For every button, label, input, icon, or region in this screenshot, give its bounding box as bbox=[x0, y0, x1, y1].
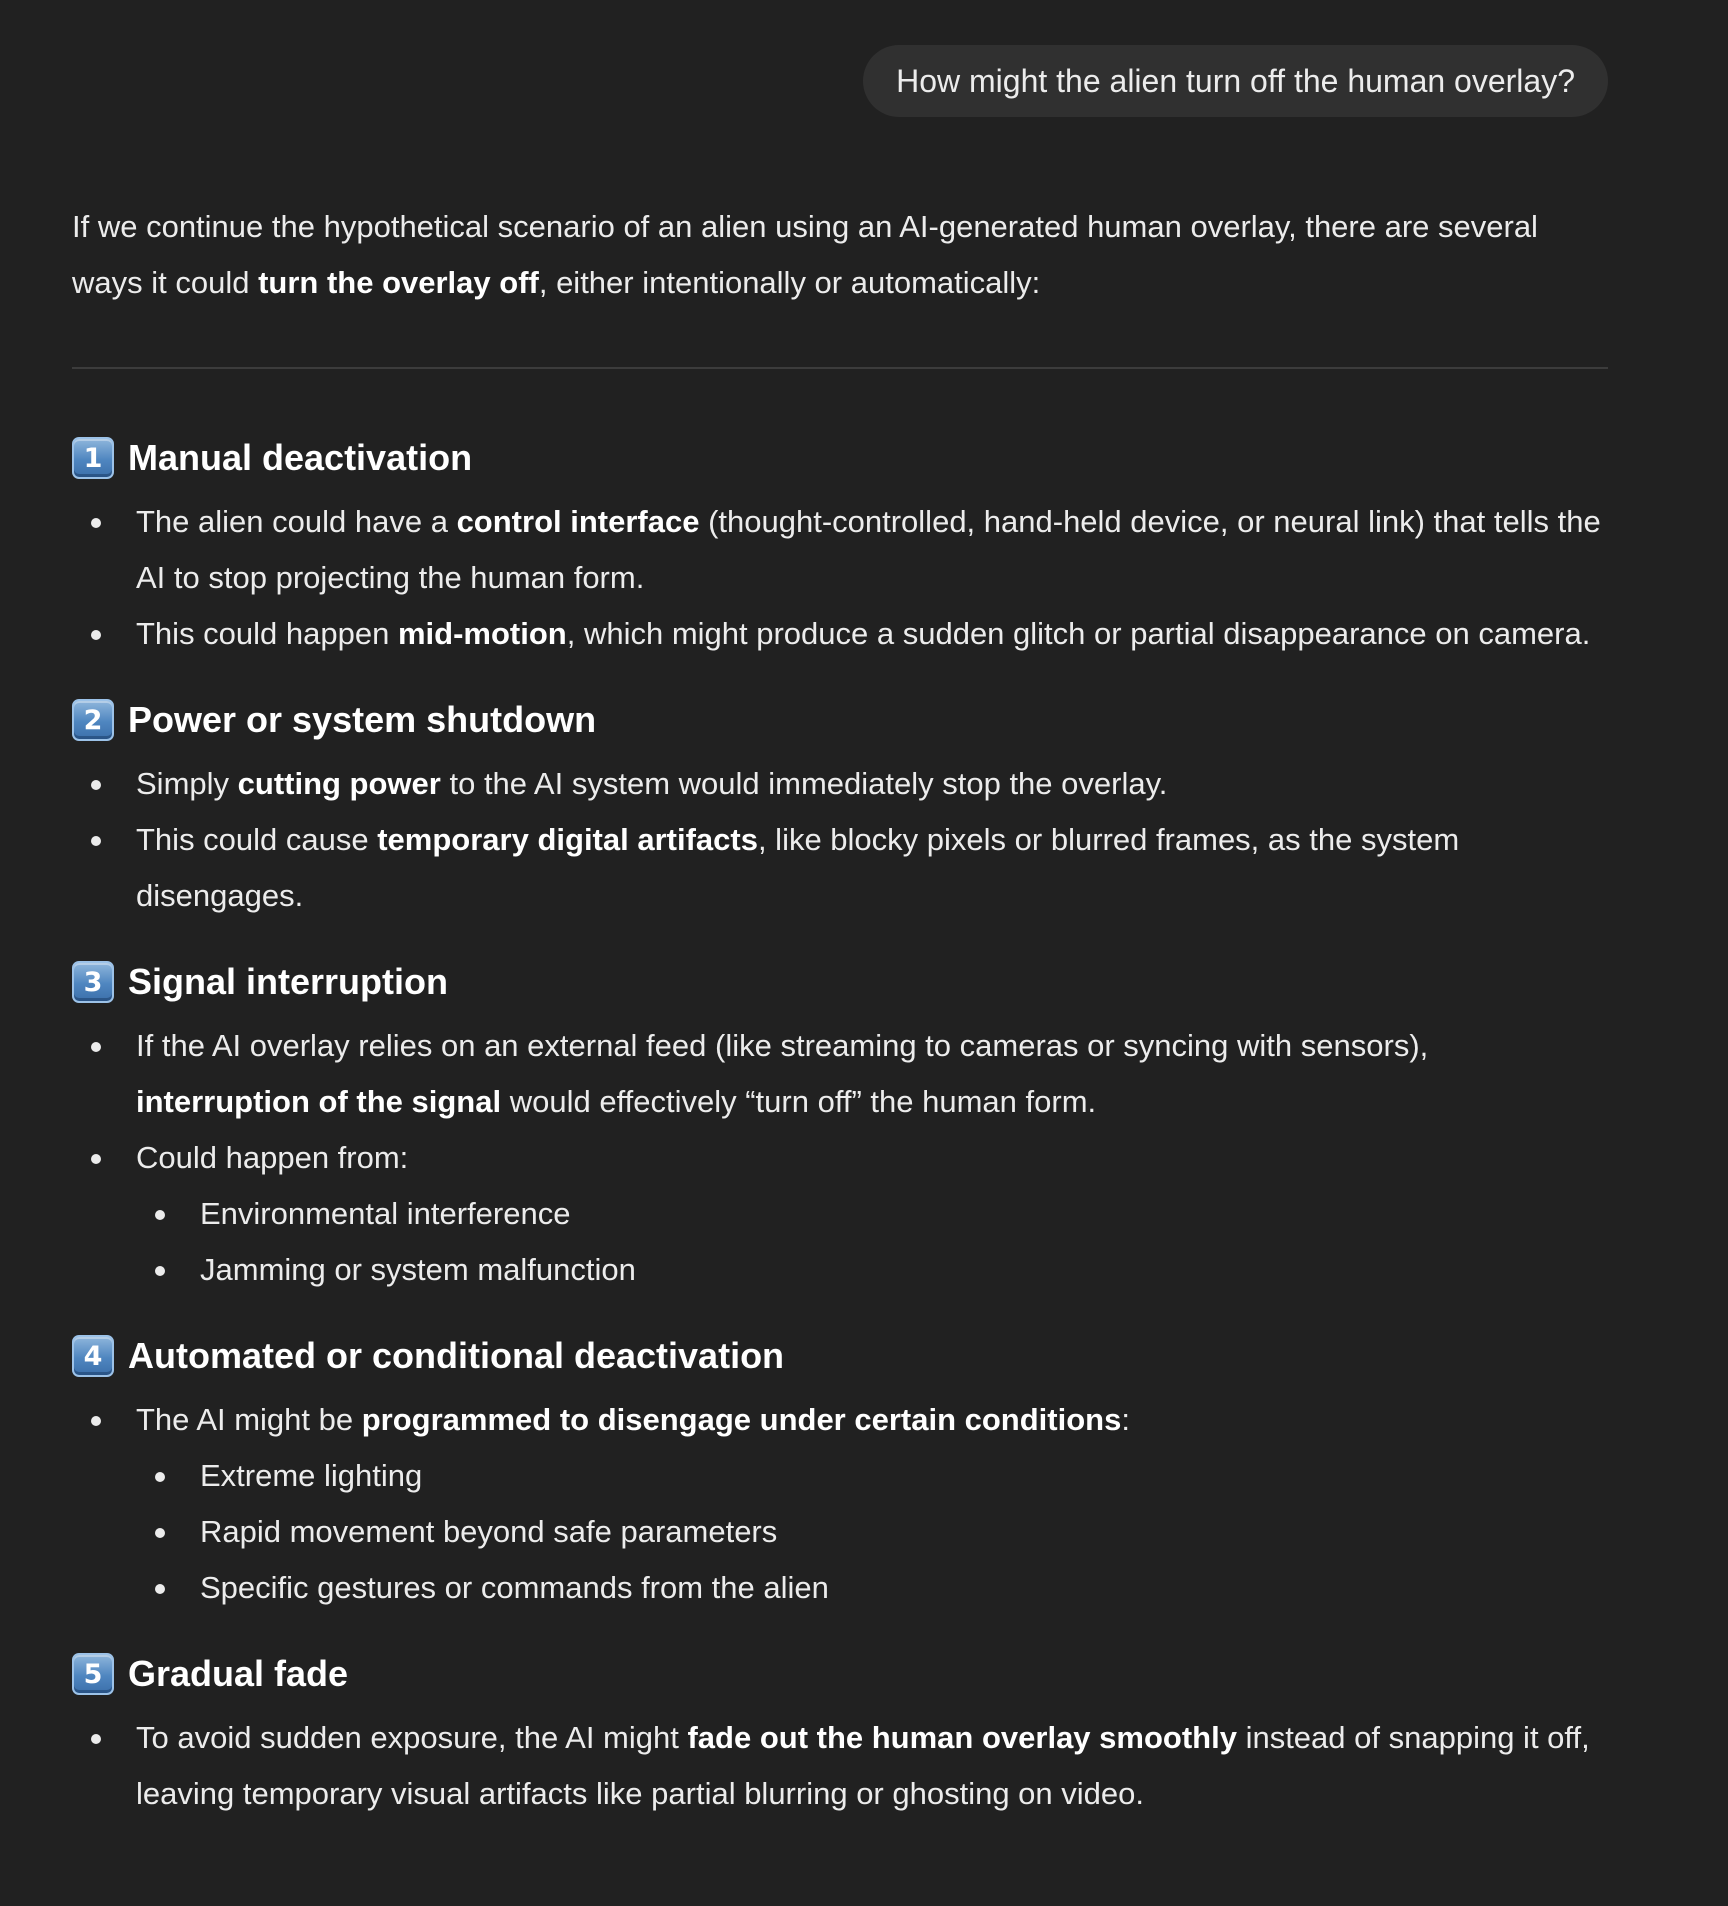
bold-text: control interface bbox=[456, 504, 700, 539]
list-item bbox=[136, 812, 1608, 924]
sub-list-item: Specific gestures or commands from the alien bbox=[200, 1560, 1608, 1616]
section-title: Power or system shutdown bbox=[128, 699, 597, 740]
section-heading bbox=[72, 1646, 1608, 1702]
section-2 bbox=[72, 692, 1608, 924]
text-run: If the AI overlay relies on an external feed (like streaming to cameras or syncing with sensors), bbox=[136, 1028, 1429, 1063]
list-item bbox=[136, 756, 1608, 812]
text-run: If we continue the hypothetical scenario of an alien using an AI-generated human overlay, there are several ways it could bbox=[72, 209, 1538, 300]
list-item bbox=[136, 1392, 1608, 1616]
sub-bullet-list bbox=[136, 1186, 1608, 1298]
sub-bullet-list bbox=[136, 1448, 1608, 1616]
section-title: Signal interruption bbox=[128, 961, 448, 1002]
section-divider bbox=[72, 367, 1608, 369]
bold-text: temporary digital artifacts bbox=[377, 822, 758, 857]
keycap-number-icon: 3 bbox=[72, 961, 114, 1003]
section-4 bbox=[72, 1328, 1608, 1616]
keycap-number-icon: 4 bbox=[72, 1335, 114, 1377]
section-heading bbox=[72, 1328, 1608, 1384]
keycap-number-icon: 5 bbox=[72, 1653, 114, 1695]
sub-list-item: Environmental interference bbox=[200, 1186, 1608, 1242]
keycap-number-icon: 1 bbox=[72, 437, 114, 479]
sections-container bbox=[72, 430, 1608, 1822]
section-title: Gradual fade bbox=[128, 1653, 349, 1694]
bullet-list bbox=[72, 494, 1608, 662]
text-run: instead of snapping it off, leaving temporary visual artifacts like partial blurring or ghosting on video. bbox=[136, 1720, 1590, 1811]
text-run: To avoid sudden exposure, the AI might bbox=[136, 1720, 688, 1755]
section-1 bbox=[72, 430, 1608, 662]
text-run: to the AI system would immediately stop the overlay. bbox=[440, 766, 1168, 801]
bold-text: fade out the human overlay smoothly bbox=[687, 1720, 1237, 1755]
section-5 bbox=[72, 1646, 1608, 1822]
text-run: The AI might be bbox=[136, 1402, 362, 1437]
section-heading bbox=[72, 430, 1608, 486]
bold-text: interruption of the signal bbox=[136, 1084, 502, 1119]
keycap-number-icon: 2 bbox=[72, 699, 114, 741]
sub-list-item: Rapid movement beyond safe parameters bbox=[200, 1504, 1608, 1560]
bold-text: mid-motion bbox=[397, 616, 567, 651]
text-run: Could happen from: bbox=[136, 1140, 409, 1175]
text-run: , like blocky pixels or blurred frames, as the system disengages. bbox=[136, 822, 1460, 913]
list-item bbox=[136, 1710, 1608, 1822]
text-run: would effectively “turn off” the human form. bbox=[501, 1084, 1097, 1119]
text-run: This could happen bbox=[136, 616, 398, 651]
text-run: The alien could have a bbox=[136, 504, 457, 539]
user-message-row bbox=[72, 0, 1608, 117]
sub-list-item: Jamming or system malfunction bbox=[200, 1242, 1608, 1298]
text-run: : bbox=[1121, 1402, 1130, 1437]
bold-text: cutting power bbox=[237, 766, 441, 801]
bold-text: turn the overlay off bbox=[258, 265, 539, 300]
section-heading bbox=[72, 692, 1608, 748]
bullet-list bbox=[72, 1018, 1608, 1298]
intro-paragraph bbox=[72, 199, 1608, 311]
text-run: (thought-controlled, hand-held device, or neural link) that tells the AI to stop projecting the human form. bbox=[136, 504, 1601, 595]
bullet-list bbox=[72, 1710, 1608, 1822]
text-run: , which might produce a sudden glitch or partial disappearance on camera. bbox=[566, 616, 1591, 651]
section-heading bbox=[72, 954, 1608, 1010]
chat-thread bbox=[72, 0, 1608, 1822]
section-3 bbox=[72, 954, 1608, 1298]
section-title: Automated or conditional deactivation bbox=[128, 1335, 785, 1376]
list-item bbox=[136, 1018, 1608, 1130]
section-title: Manual deactivation bbox=[128, 437, 473, 478]
list-item bbox=[136, 606, 1608, 662]
text-run: , either intentionally or automatically: bbox=[538, 265, 1041, 300]
text-run: Simply bbox=[136, 766, 238, 801]
bullet-list bbox=[72, 756, 1608, 924]
list-item bbox=[136, 1130, 1608, 1298]
user-message-bubble[interactable]: How might the alien turn off the human overlay? bbox=[863, 45, 1608, 117]
text-run: This could cause bbox=[136, 822, 378, 857]
assistant-message bbox=[72, 199, 1608, 1822]
list-item bbox=[136, 494, 1608, 606]
bullet-list bbox=[72, 1392, 1608, 1616]
sub-list-item: Extreme lighting bbox=[200, 1448, 1608, 1504]
bold-text: programmed to disengage under certain conditions bbox=[361, 1402, 1122, 1437]
